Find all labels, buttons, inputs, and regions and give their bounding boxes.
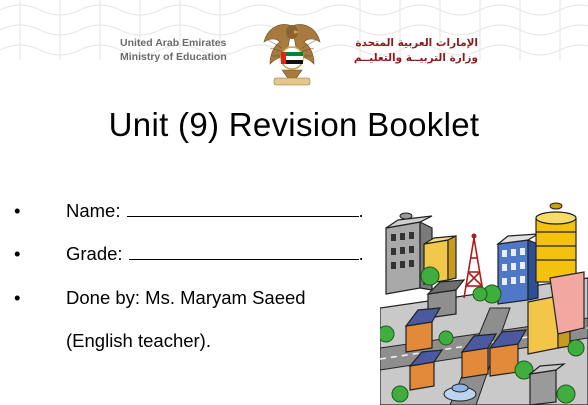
uae-emblem-falcon-icon [260, 12, 324, 90]
ministry-name-ar: وزارة التربيــة والتعليــم [353, 52, 478, 64]
done-by-text: Done by: Ms. Maryam Saeed [66, 287, 306, 308]
bullet: • [14, 243, 21, 264]
name-blank-line[interactable] [127, 200, 359, 217]
country-name-en: United Arab Emirates [120, 37, 227, 49]
city-buildings-illustration [380, 198, 588, 405]
teacher-role-text: (English teacher). [66, 330, 211, 351]
grade-end-mark: . [358, 243, 364, 264]
ministry-header-arabic [354, 36, 478, 66]
grade-label: Grade: [66, 243, 123, 264]
bullet: • [14, 287, 21, 308]
ministry-header-english [120, 36, 227, 64]
bullet: • [14, 200, 21, 221]
page-title: Unit (9) Revision Booklet [108, 106, 480, 143]
grade-blank-line[interactable] [129, 243, 359, 260]
country-name-ar: الإمارات العربية المتحدة [355, 37, 478, 49]
name-label: Name: [66, 200, 121, 221]
ministry-name-en: Ministry of Education [120, 51, 227, 63]
name-end-mark: . [358, 200, 364, 221]
